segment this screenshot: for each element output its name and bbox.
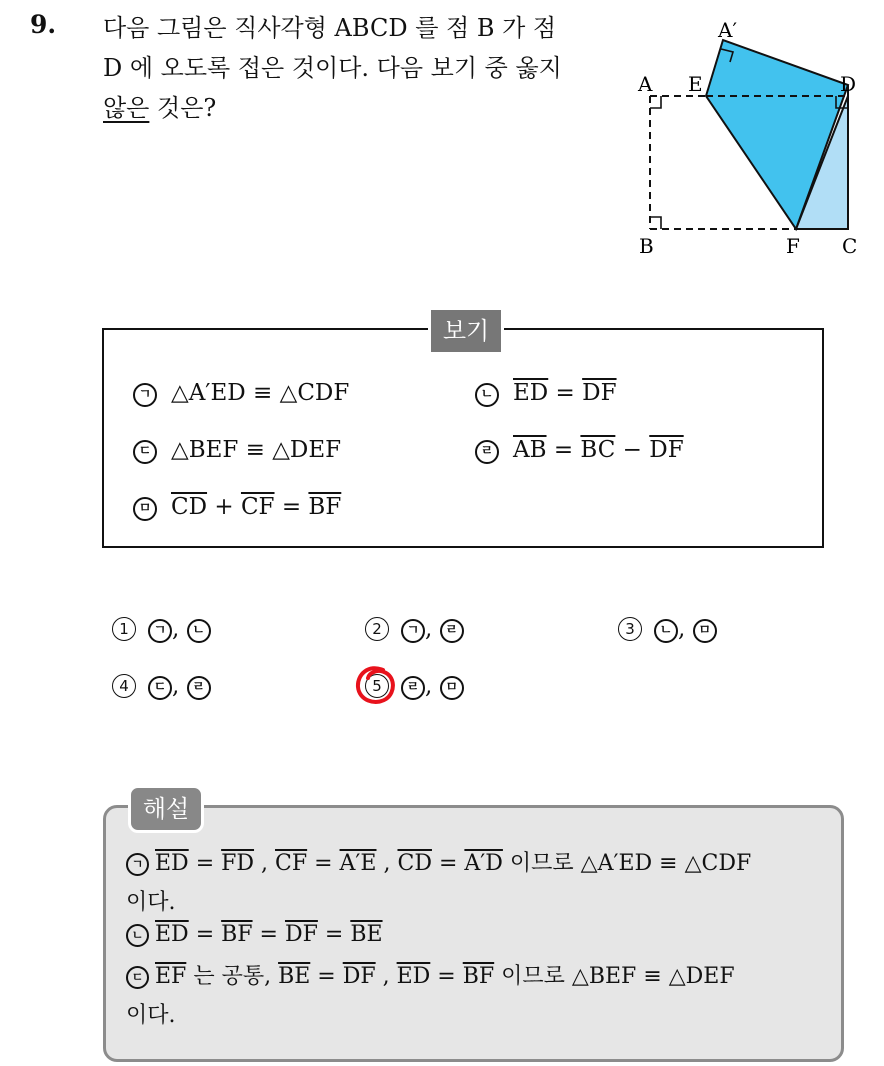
bogi-item-1 <box>133 380 349 407</box>
choice-marker: ㄱ <box>148 619 172 643</box>
segment: $\overline{CD}$ <box>171 494 208 520</box>
equals: = <box>274 494 309 520</box>
choice-3[interactable] <box>618 616 717 643</box>
choice-marker: ㄴ <box>654 619 678 643</box>
label-c: C <box>842 234 858 258</box>
marker-nieun: ㄴ <box>475 383 499 407</box>
choice-marker: ㅁ <box>440 676 464 700</box>
segment: $\overline{BC}$ <box>580 437 616 463</box>
underlined-word: 않은 <box>103 94 150 122</box>
marker-giyeok: ㄱ <box>133 383 157 407</box>
marker-giyeok: ㄱ <box>126 853 149 876</box>
solution-line-3: ㄴ $\overline{ED} = \overline{BF} = \overline{DF} = \overline{BE}$ <box>126 922 383 947</box>
label-f: F <box>786 234 800 258</box>
choice-4[interactable] <box>112 673 211 700</box>
label-a-prime: A′ <box>718 18 737 42</box>
label-e: E <box>688 72 703 96</box>
solution-line-1-tail: 이므로 △A′ED ≡ △CDF <box>502 851 752 876</box>
bogi-item-2 <box>475 380 617 407</box>
segment: $\overline{DF}$ <box>342 964 376 989</box>
solution-line-1: ㄱ $\overline{ED} = \overline{FD}$ , $\overline{CF} = A'E$ , $\overline{CD} = A'D$ 이므로 △A′ED ≡ △CDF <box>126 846 751 877</box>
segment: $\overline{BF}$ <box>221 922 253 947</box>
solution-line-5: 이다. <box>126 1003 176 1028</box>
segment: $\overline{CF}$ <box>275 851 308 876</box>
right-angle-a <box>650 96 661 108</box>
comma: , <box>172 616 180 642</box>
segment: $\overline{FD}$ <box>221 851 255 876</box>
choice-number: 5 <box>365 674 389 698</box>
segment: A′D <box>464 851 503 876</box>
solution-line-4-mid: 는 공통, <box>186 964 279 989</box>
choice-number: 3 <box>618 617 642 641</box>
question-line-2: D 에 오도록 접은 것이다. 다음 보기 중 옳지 <box>103 54 562 82</box>
label-a: A <box>638 72 653 96</box>
choice-marker: ㄷ <box>148 676 172 700</box>
segment: $\overline{ED}$ <box>155 851 189 876</box>
bogi-item-1-text: △A′ED ≡ △CDF <box>171 380 350 406</box>
segment: $\overline{BE}$ <box>350 922 383 947</box>
marker-rieul: ㄹ <box>475 440 499 464</box>
choice-marker: ㅁ <box>693 619 717 643</box>
marker-nieun: ㄴ <box>126 924 149 947</box>
segment: $\overline{DF}$ <box>284 922 318 947</box>
comma: , <box>678 616 686 642</box>
question-text <box>103 8 623 128</box>
question-line-3-rest: 것은? <box>149 94 217 122</box>
solution-title: 해설 <box>128 785 204 833</box>
segment: $\overline{CD}$ <box>397 851 432 876</box>
choice-number: 2 <box>365 617 389 641</box>
bogi-item-3 <box>133 437 341 464</box>
segment: $\overline{BE}$ <box>278 964 311 989</box>
comma: , <box>425 616 433 642</box>
label-b: B <box>639 234 654 258</box>
question-line-1: 다음 그림은 직사각형 ABCD 를 점 B 가 점 <box>103 14 557 42</box>
minus: − <box>615 437 650 463</box>
choice-marker: ㄹ <box>401 676 425 700</box>
segment: $\overline{AB}$ <box>513 437 547 463</box>
folded-rectangle-figure <box>630 15 870 265</box>
marker-digeut: ㄷ <box>133 440 157 464</box>
equals: = <box>548 380 583 406</box>
plus: + <box>207 494 241 520</box>
choice-marker: ㄴ <box>187 619 211 643</box>
choice-marker: ㄹ <box>187 676 211 700</box>
choice-marker: ㄱ <box>401 619 425 643</box>
question-number: 9. <box>30 10 57 39</box>
segment: A′E <box>339 851 377 876</box>
label-d: D <box>840 72 857 96</box>
segment: $\overline{EF}$ <box>155 964 187 989</box>
segment: $\overline{BF}$ <box>462 964 495 989</box>
right-angle-b <box>650 217 661 229</box>
comma: , <box>425 673 433 699</box>
answer-circle-mark <box>353 664 399 708</box>
equals: = <box>546 437 581 463</box>
choice-number: 1 <box>112 617 136 641</box>
choice-1[interactable] <box>112 616 211 643</box>
segment: $\overline{DF}$ <box>649 437 684 463</box>
segment: $\overline{ED}$ <box>155 922 189 947</box>
question-line-3 <box>103 88 623 128</box>
segment: $\overline{CF}$ <box>240 494 275 520</box>
bogi-item-4 <box>475 437 684 464</box>
solution-line-4-tail: 이므로 △BEF ≡ △DEF <box>494 964 735 989</box>
choice-2[interactable] <box>365 616 464 643</box>
segment: $\overline{DF}$ <box>582 380 617 406</box>
solution-line-2: 이다. <box>126 890 176 915</box>
comma: , <box>172 673 180 699</box>
choice-marker: ㄹ <box>440 619 464 643</box>
marker-digeut: ㄷ <box>126 966 149 989</box>
segment: $\overline{ED}$ <box>396 964 431 989</box>
solution-line-4: ㄷ $\overline{EF}$ 는 공통, $\overline{BE} = \overline{DF}$ , $\overline{ED} = \overline{BF}$ 이므로 △BEF ≡ △DEF <box>126 959 735 990</box>
bogi-item-3-text: △BEF ≡ △DEF <box>171 437 342 463</box>
segment: $\overline{BF}$ <box>308 494 342 520</box>
marker-mieum: ㅁ <box>133 497 157 521</box>
bogi-item-5 <box>133 494 341 521</box>
segment: $\overline{ED}$ <box>513 380 549 406</box>
choice-number: 4 <box>112 674 136 698</box>
bogi-title: 보기 <box>428 307 504 355</box>
